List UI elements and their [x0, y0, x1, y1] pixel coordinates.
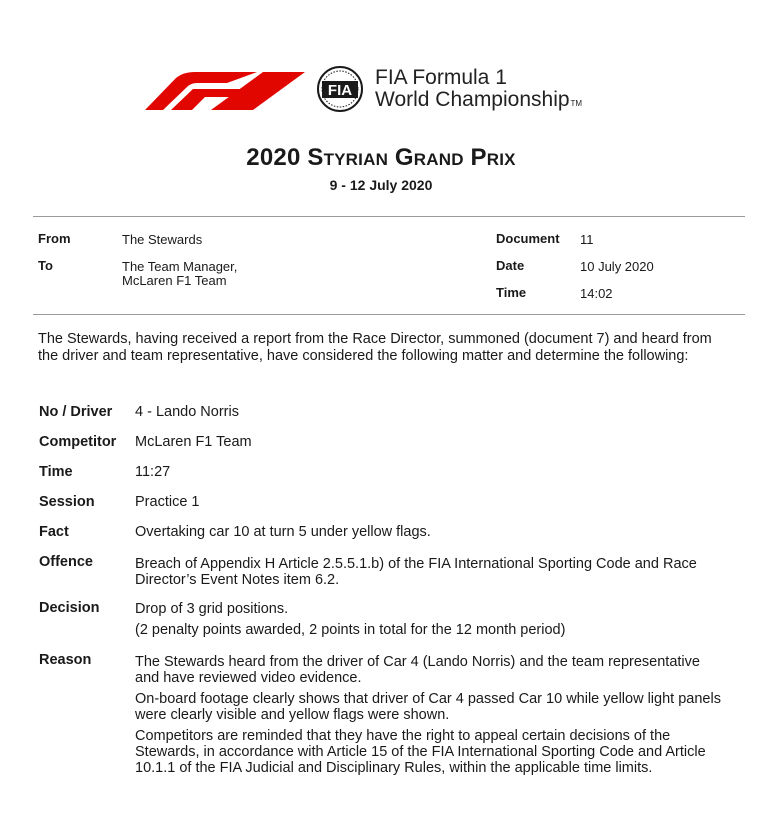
brand-line-2 [375, 89, 582, 115]
offence-value: Breach of Appendix H Article 2.5.5.1.b) of the FIA International Sporting Code and Race Director’s Event Notes item 6.2. [135, 556, 697, 588]
reason-label: Reason [39, 652, 92, 668]
reason-paragraph-1: The Stewards heard from the driver of Car 4 (Lando Norris) and the team representative and have reviewed video evidence. [135, 654, 700, 686]
session-value: Practice 1 [135, 494, 200, 510]
document-number: 11 [580, 232, 594, 247]
decision-label: Decision [39, 600, 100, 616]
to-line-1: The Team Manager, [122, 259, 238, 274]
reason-value [135, 654, 725, 781]
reason-paragraph-3: Competitors are reminded that they have the right to appeal certain decisions of the Stewards, in accordance with Article 15 of the FIA International Sporting Code and Article 10.1.1 of the FIA Judicial and Disciplinary Rules, within the applicable time limits. [135, 728, 706, 776]
offence-label: Offence [39, 554, 93, 570]
session-label: Session [39, 494, 95, 510]
time-label: Time [496, 285, 527, 300]
incident-time-label: Time [39, 464, 73, 480]
date-label: Date [496, 258, 525, 273]
fact-value: Overtaking car 10 at turn 5 under yellow flags. [135, 524, 431, 540]
from-value: The Stewards [122, 232, 203, 247]
intro-paragraph: The Stewards, having received a report from the Race Director, summoned (document 7) and heard from the driver and team representative, have considered the following matter and determine the following: [38, 331, 712, 364]
fact-label: Fact [39, 524, 69, 540]
event-title: 2020 Styrian Grand Prix [246, 144, 516, 171]
from-label: From [38, 231, 71, 246]
fia-seal-text: FIA [327, 82, 353, 99]
event-dates: 9 - 12 July 2020 [329, 177, 433, 193]
competitor-label: Competitor [39, 434, 117, 450]
trademark: TM [570, 99, 583, 108]
header-divider [33, 314, 745, 315]
decision-line-2: (2 penalty points awarded, 2 points in total for the 12 month period) [135, 622, 566, 638]
fia-seal-icon [305, 66, 375, 117]
driver-value: 4 - Lando Norris [135, 404, 239, 420]
date-value: 10 July 2020 [580, 259, 654, 274]
decision-value [135, 601, 725, 643]
to-line-2: McLaren F1 Team [122, 273, 227, 288]
time-value: 14:02 [580, 286, 613, 301]
f1-logo [145, 70, 305, 115]
incident-time-value: 11:27 [135, 464, 171, 480]
brand-line-1: FIA Formula 1 [375, 66, 507, 89]
decision-line-1: Drop of 3 grid positions. [135, 601, 289, 617]
driver-label: No / Driver [39, 404, 113, 420]
competitor-value: McLaren F1 Team [135, 434, 252, 450]
to-label: To [38, 258, 53, 273]
reason-paragraph-2: On-board footage clearly shows that driver of Car 4 passed Car 10 while yellow light panels were clearly visible and yellow flags were shown. [135, 691, 721, 723]
top-divider [33, 216, 745, 217]
document-label: Document [496, 231, 560, 246]
brand-line-2-text: World Championship [375, 88, 570, 111]
